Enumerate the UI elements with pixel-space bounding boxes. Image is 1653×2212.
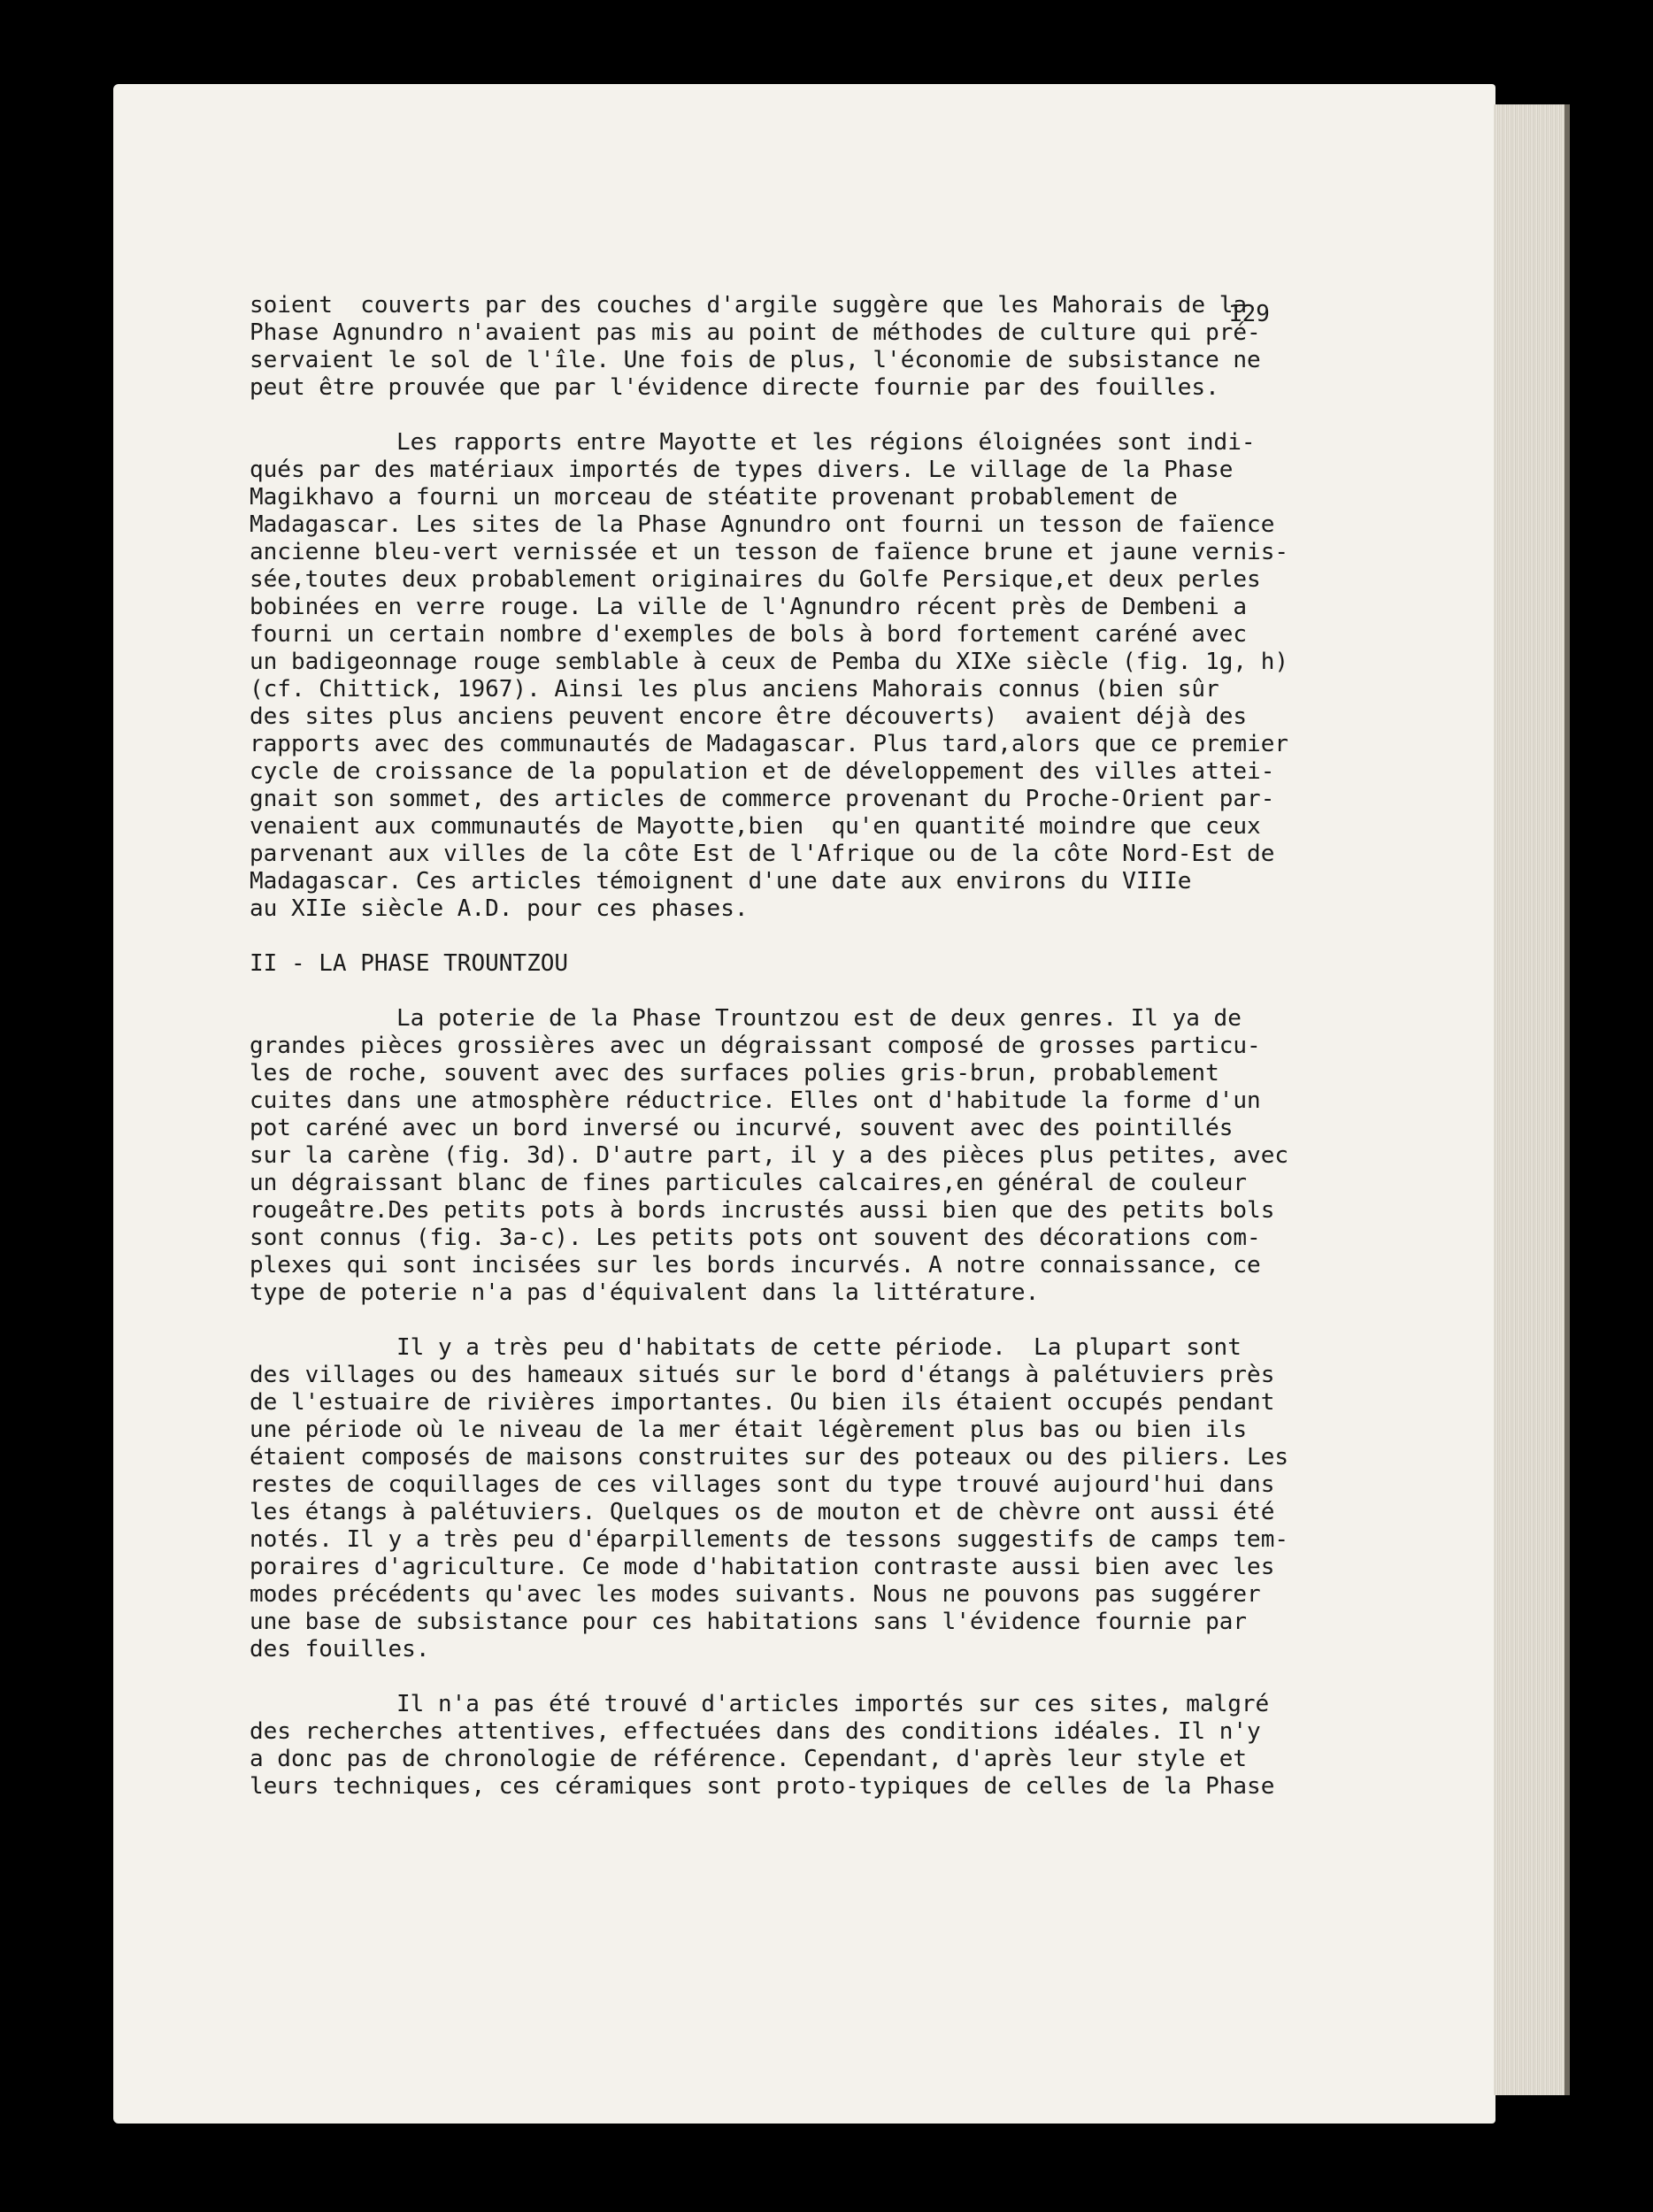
text-line: Les rapports entre Mayotte et les régions éloignées sont indi- xyxy=(396,429,1256,456)
text-line: restes de coquillages de ces villages sont du type trouvé aujourd'hui dans xyxy=(250,1471,1275,1498)
text-line: sur la carène (fig. 3d). D'autre part, il y a des pièces plus petites, avec xyxy=(250,1142,1288,1169)
text-line: peut être prouvée que par l'évidence directe fournie par des fouilles. xyxy=(250,374,1219,401)
text-line: gnait son sommet, des articles de commerce provenant du Proche-Orient par- xyxy=(250,786,1275,812)
text-line: cycle de croissance de la population et de développement des villes attei- xyxy=(250,758,1275,785)
text-line: bobinées en verre rouge. La ville de l'Agnundro récent près de Dembeni a xyxy=(250,594,1248,620)
text-line: Madagascar. Les sites de la Phase Agnundro ont fourni un tesson de faïence xyxy=(250,511,1275,538)
section-heading: II - LA PHASE TROUNTZOU xyxy=(250,950,569,977)
text-line: une base de subsistance pour ces habitations sans l'évidence fournie par xyxy=(250,1609,1248,1635)
text-line: leurs techniques, ces céramiques sont proto-typiques de celles de la Phase xyxy=(250,1773,1275,1800)
text-line: un badigeonnage rouge semblable à ceux de Pemba du XIXe siècle (fig. 1g, h) xyxy=(250,649,1288,675)
text-line: rougeâtre.Des petits pots à bords incrustés aussi bien que des petits bols xyxy=(250,1197,1275,1224)
text-line: venaient aux communautés de Mayotte,bien qu'en quantité moindre que ceux xyxy=(250,813,1261,840)
paragraph xyxy=(250,1691,1311,1801)
text-line: type de poterie n'a pas d'équivalent dans la littérature. xyxy=(250,1279,1040,1306)
text-line: au XIIe siècle A.D. pour ces phases. xyxy=(250,895,749,922)
text-line: de l'estuaire de rivières importantes. Ou bien ils étaient occupés pendant xyxy=(250,1389,1275,1416)
text-line: rapports avec des communautés de Madagascar. Plus tard,alors que ce premier xyxy=(250,731,1288,757)
page-number: 129 xyxy=(1228,301,1270,327)
text-line: des fouilles. xyxy=(250,1636,430,1663)
text-line: parvenant aux villes de la côte Est de l'Afrique ou de la côte Nord-Est de xyxy=(250,841,1275,867)
text-line: modes précédents qu'avec les modes suivants. Nous ne pouvons pas suggérer xyxy=(250,1581,1261,1608)
text-line: sée,toutes deux probablement originaires du Golfe Persique,et deux perles xyxy=(250,566,1261,593)
text-line: des villages ou des hameaux situés sur le bord d'étangs à palétuviers près xyxy=(250,1362,1275,1388)
text-line: fourni un certain nombre d'exemples de bols à bord fortement caréné avec xyxy=(250,621,1248,648)
text-line: ancienne bleu-vert vernissée et un tesson de faïence brune et jaune vernis- xyxy=(250,539,1288,565)
text-line: une période où le niveau de la mer était légèrement plus bas ou bien ils xyxy=(250,1417,1248,1443)
text-line: soient couverts par des couches d'argile suggère que les Mahorais de la xyxy=(250,292,1248,319)
text-line: Il n'a pas été trouvé d'articles importés sur ces sites, malgré xyxy=(396,1691,1270,1717)
text-line: des recherches attentives, effectuées dans des conditions idéales. Il n'y xyxy=(250,1718,1261,1745)
text-line: les étangs à palétuviers. Quelques os de mouton et de chèvre ont aussi été xyxy=(250,1499,1275,1525)
text-line: un dégraissant blanc de fines particules calcaires,en général de couleur xyxy=(250,1170,1248,1196)
text-line: (cf. Chittick, 1967). Ainsi les plus anciens Mahorais connus (bien sûr xyxy=(250,676,1219,703)
text-line: qués par des matériaux importés de types divers. Le village de la Phase xyxy=(250,457,1234,483)
paragraphs-before-heading xyxy=(250,292,1311,923)
text-line: servaient le sol de l'île. Une fois de plus, l'économie de subsistance ne xyxy=(250,347,1261,373)
text-line: sont connus (fig. 3a-c). Les petits pots ont souvent des décorations com- xyxy=(250,1225,1261,1251)
text-line: notés. Il y a très peu d'éparpillements de tessons suggestifs de camps tem- xyxy=(250,1526,1288,1553)
text-line: La poterie de la Phase Trountzou est de deux genres. Il ya de xyxy=(396,1005,1242,1032)
text-line: Il y a très peu d'habitats de cette période. La plupart sont xyxy=(396,1334,1242,1361)
text-line: des sites plus anciens peuvent encore être découverts) avaient déjà des xyxy=(250,703,1248,730)
paragraph xyxy=(250,1005,1311,1307)
text-line: grandes pièces grossières avec un dégraissant composé de grosses particu- xyxy=(250,1033,1261,1059)
text-line: plexes qui sont incisées sur les bords incurvés. A notre connaissance, ce xyxy=(250,1252,1261,1279)
paragraph xyxy=(250,292,1311,402)
book-page-edges xyxy=(1494,104,1570,2095)
text-line: pot caréné avec un bord inversé ou incurvé, souvent avec des pointillés xyxy=(250,1115,1234,1141)
text-line: Madagascar. Ces articles témoignent d'une date aux environs du VIIIe xyxy=(250,868,1192,895)
text-line: a donc pas de chronologie de référence. Cependant, d'après leur style et xyxy=(250,1746,1248,1772)
text-line: étaient composés de maisons construites sur des poteaux ou des piliers. Les xyxy=(250,1444,1288,1471)
paragraphs-after-heading xyxy=(250,1005,1311,1801)
text-line: les de roche, souvent avec des surfaces polies gris-brun, probablement xyxy=(250,1060,1219,1087)
body-text xyxy=(250,292,1311,1828)
paragraph xyxy=(250,1334,1311,1663)
text-line: cuites dans une atmosphère réductrice. Elles ont d'habitude la forme d'un xyxy=(250,1087,1261,1114)
paragraph xyxy=(250,429,1311,923)
text-line: poraires d'agriculture. Ce mode d'habitation contraste aussi bien avec les xyxy=(250,1554,1275,1580)
text-line: Magikhavo a fourni un morceau de stéatite provenant probablement de xyxy=(250,484,1178,511)
text-line: Phase Agnundro n'avaient pas mis au point de méthodes de culture qui pré- xyxy=(250,319,1261,346)
